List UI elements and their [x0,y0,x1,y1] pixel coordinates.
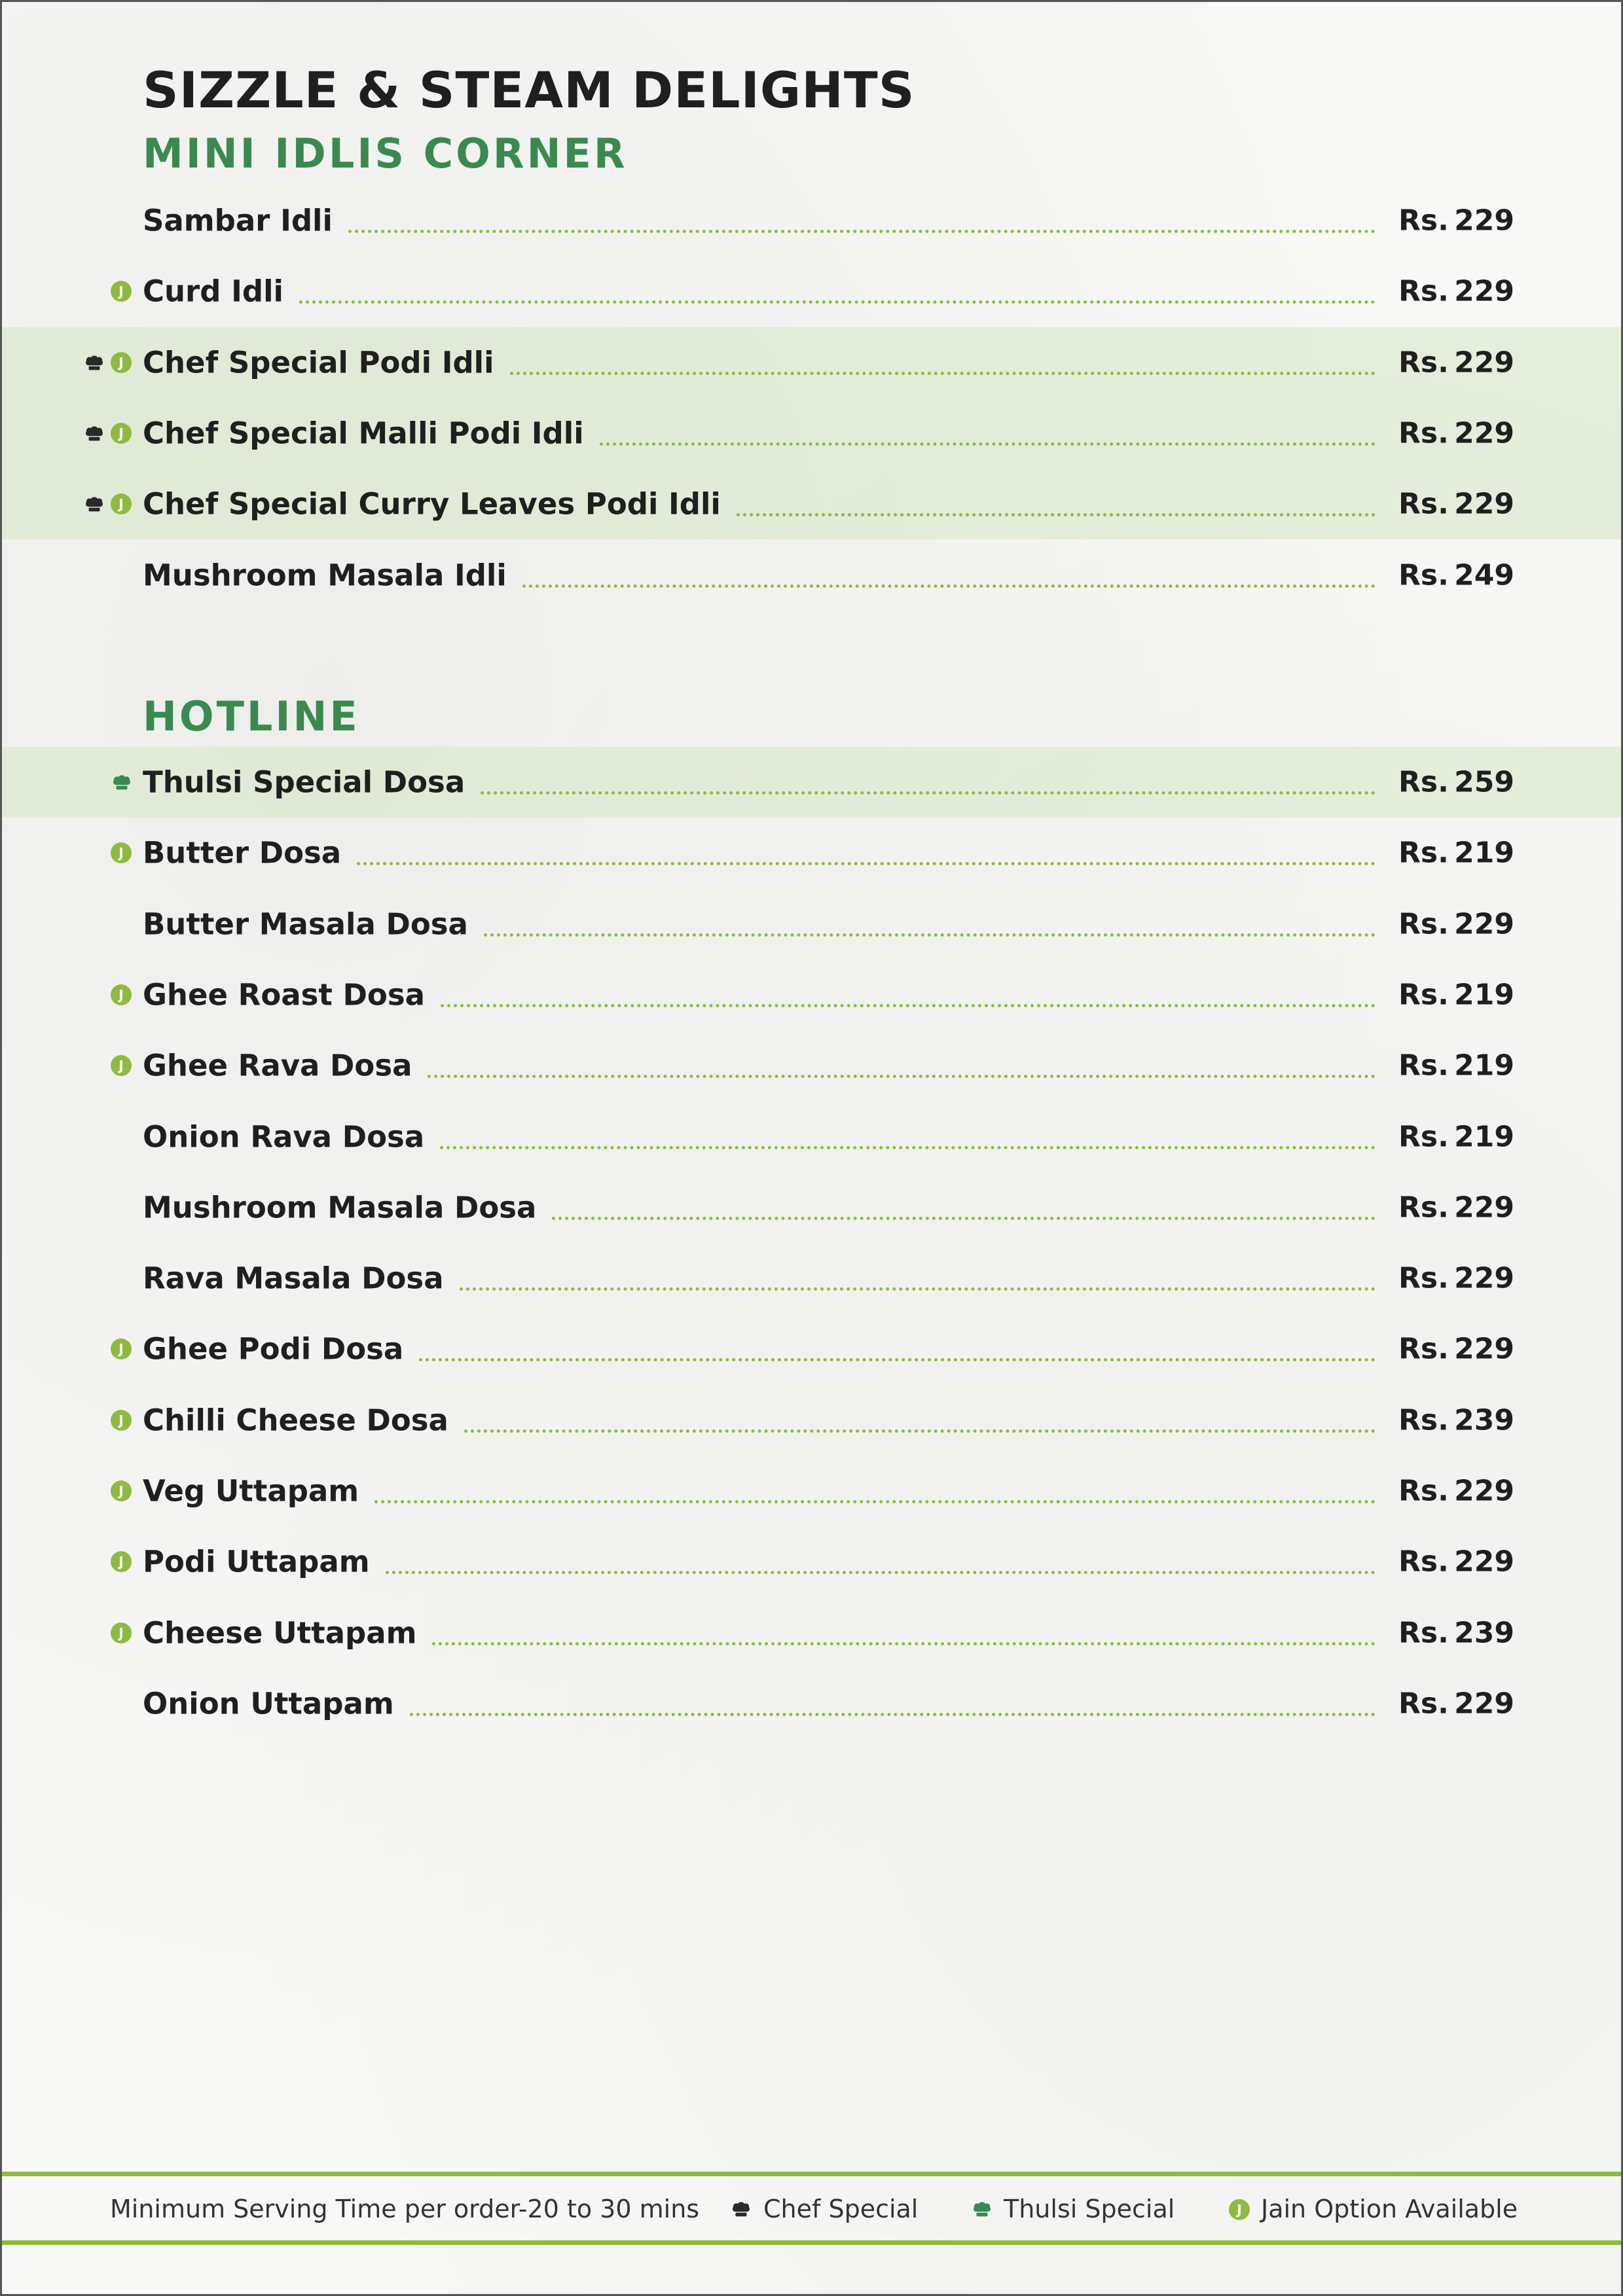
dot-leader [348,230,1376,233]
menu-item-row [2,1102,1621,1172]
price-currency: Rs. [1398,1474,1449,1508]
price-value: 229 [1454,907,1514,941]
menu-item-name: Chef Special Curry Leaves Podi Idli [143,486,721,522]
price-currency: Rs. [1398,1191,1449,1225]
section-title: MINI IDLIS CORNER [143,130,628,177]
dot-leader [484,933,1376,937]
menu-item-row [2,1172,1621,1243]
price-value: 239 [1454,1403,1514,1437]
menu-item-name: Chef Special Podi Idli [143,345,494,380]
price-currency: Rs. [1398,558,1449,592]
price-currency: Rs. [1398,765,1449,799]
legend-thulsi-label: Thulsi Special [1004,2195,1175,2223]
dot-leader [600,442,1376,446]
price-currency: Rs. [1398,978,1449,1012]
dot-leader [552,1217,1376,1220]
menu-item-row [2,469,1621,539]
menu-item-row [2,1385,1621,1456]
menu-item-name: Onion Rava Dosa [143,1119,425,1155]
menu-item-name: Curd Idli [143,274,283,309]
price-currency: Rs. [1398,487,1449,521]
dot-leader [737,513,1376,516]
price-currency: Rs. [1398,1545,1449,1579]
jain-icon: J [111,1623,132,1643]
menu-item-name: Chef Special Malli Podi Idli [143,416,584,451]
page-title: SIZZLE & STEAM DELIGHTS [143,61,915,119]
menu-item-row [2,1526,1621,1597]
dot-leader [419,1358,1376,1361]
serving-time-note: Minimum Serving Time per order-20 to 30 mins [110,2195,700,2223]
price-value: 219 [1454,978,1514,1012]
menu-item-row [2,1314,1621,1384]
dot-leader [481,791,1376,795]
price-value: 229 [1454,1261,1514,1295]
price-currency: Rs. [1398,346,1449,380]
price-value: 229 [1454,1191,1514,1225]
price-value: 249 [1454,558,1514,592]
menu-item-name: Thulsi Special Dosa [143,764,465,800]
dot-leader [299,300,1376,304]
jain-icon: J [111,984,132,1005]
price-value: 229 [1454,274,1514,308]
jain-icon: J [111,352,132,373]
menu-item-name: Cheese Uttapam [143,1615,417,1651]
menu-item-name: Ghee Podi Dosa [143,1331,404,1367]
price-currency: Rs. [1398,1120,1449,1154]
jain-icon: J [111,1055,132,1076]
price-currency: Rs. [1398,416,1449,450]
price-currency: Rs. [1398,1332,1449,1366]
menu-item-row [2,1030,1621,1101]
menu-item-name: Sambar Idli [143,203,333,238]
thulsi-special-icon [971,2198,993,2220]
dot-leader [386,1571,1376,1574]
menu-item-name: Rava Masala Dosa [143,1261,444,1296]
menu-item-name: Onion Uttapam [143,1686,394,1721]
section-title: HOTLINE [143,692,360,740]
price-currency: Rs. [1398,274,1449,308]
jain-icon: J [111,423,132,444]
menu-item-name: Ghee Roast Dosa [143,977,425,1013]
price-currency: Rs. [1398,1403,1449,1437]
dot-leader [428,1075,1376,1078]
thulsi-special-icon [111,771,133,793]
menu-item-row [2,1456,1621,1526]
menu-item-row [2,256,1621,327]
price-value: 229 [1454,346,1514,380]
dot-leader [374,1500,1376,1503]
dot-leader [510,372,1376,375]
chef-special-icon [83,422,105,444]
jain-icon: J [111,1551,132,1572]
price-value: 219 [1454,1120,1514,1154]
price-value: 229 [1454,416,1514,450]
jain-icon: J [111,1338,132,1359]
menu-item-row [2,398,1621,469]
dot-leader [357,862,1376,865]
jain-icon: J [111,1480,132,1501]
chef-special-icon [730,2198,752,2220]
price-currency: Rs. [1398,1687,1449,1721]
price-value: 229 [1454,204,1514,238]
footer-bottom-rule [2,2240,1621,2245]
menu-item-row [2,817,1621,888]
menu-item-row [2,1598,1621,1668]
jain-icon: J [1229,2199,1250,2220]
menu-item-row [2,540,1621,611]
menu-item-name: Mushroom Masala Idli [143,558,507,593]
dot-leader [432,1642,1376,1645]
dot-leader [464,1429,1376,1433]
jain-icon: J [111,842,132,863]
menu-item-row [2,889,1621,960]
jain-icon: J [111,1410,132,1431]
price-currency: Rs. [1398,907,1449,941]
dot-leader [410,1713,1376,1716]
menu-item-name: Mushroom Masala Dosa [143,1190,537,1225]
chef-special-icon [83,493,105,515]
menu-item-row [2,960,1621,1030]
menu-item-name: Chilli Cheese Dosa [143,1403,448,1438]
dot-leader [441,1004,1376,1007]
price-value: 219 [1454,1049,1514,1083]
menu-item-row [2,1243,1621,1314]
menu-item-name: Butter Masala Dosa [143,906,468,942]
dot-leader [522,584,1376,588]
jain-icon: J [111,493,132,514]
price-value: 219 [1454,836,1514,870]
price-value: 239 [1454,1616,1514,1650]
price-value: 229 [1454,1332,1514,1366]
chef-special-icon [83,351,105,374]
menu-item-row [2,747,1621,817]
menu-item-row [2,327,1621,398]
menu-item-row [2,1668,1621,1739]
jain-icon: J [111,281,132,302]
price-value: 229 [1454,1687,1514,1721]
footer-top-rule [2,2172,1621,2176]
price-currency: Rs. [1398,836,1449,870]
menu-item-name: Podi Uttapam [143,1544,370,1579]
menu-item-name: Butter Dosa [143,835,342,870]
price-currency: Rs. [1398,1616,1449,1650]
price-currency: Rs. [1398,1261,1449,1295]
price-value: 229 [1454,1545,1514,1579]
price-value: 229 [1454,1474,1514,1508]
menu-item-name: Veg Uttapam [143,1473,359,1509]
legend-chef-label: Chef Special [763,2195,919,2223]
dot-leader [440,1146,1376,1149]
menu-item-row [2,185,1621,256]
dot-leader [460,1287,1376,1291]
menu-item-name: Ghee Rava Dosa [143,1048,412,1083]
legend-jain-label: Jain Option Available [1261,2195,1518,2223]
price-currency: Rs. [1398,204,1449,238]
price-value: 259 [1454,765,1514,799]
price-value: 229 [1454,487,1514,521]
price-currency: Rs. [1398,1049,1449,1083]
